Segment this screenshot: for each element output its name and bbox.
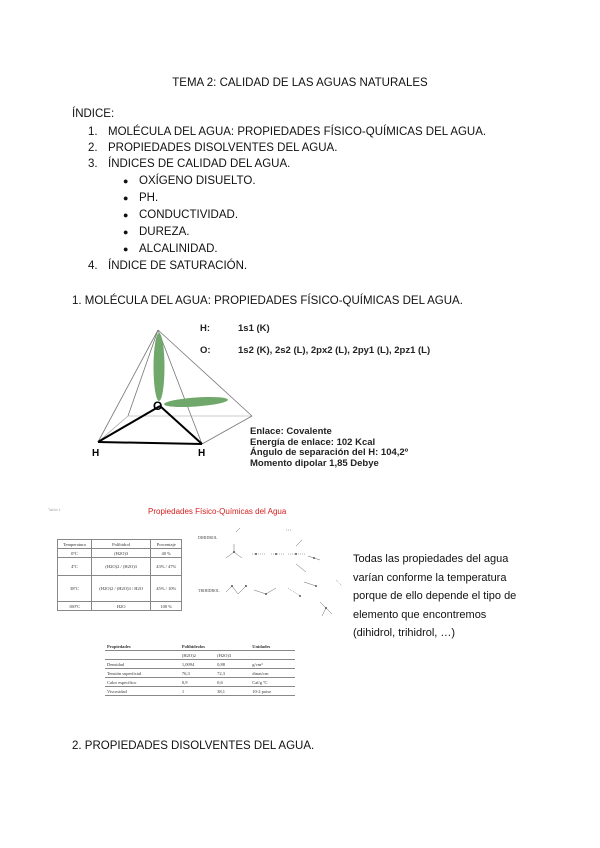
bullet-icon: ● xyxy=(123,226,129,237)
toc-subitem xyxy=(88,207,486,224)
toc-subitem xyxy=(88,173,486,190)
bond-type: Enlace: Covalente xyxy=(250,426,332,437)
table-cell xyxy=(105,651,180,660)
h-config-value: 1s1 (K) xyxy=(238,323,270,334)
table-cell: 45% / 10% xyxy=(151,576,182,602)
toc-item-number: 1. xyxy=(88,126,98,138)
toc-subitem-label: PH. xyxy=(139,191,159,204)
toc-subitem xyxy=(88,190,486,207)
table-header-cell: Unidades xyxy=(250,642,295,651)
toc-item-number: 2. xyxy=(88,142,98,155)
table-header-cell: Propiedades xyxy=(105,642,180,651)
table-cell: (H2O)2 / (H2O)3 / H2O xyxy=(91,576,151,602)
figure-title: Propiedades Físico-Químicas del Agua xyxy=(148,507,287,516)
table-subheader-row xyxy=(105,651,295,660)
table-cell: dinas/cm xyxy=(250,669,295,678)
table-cell: (H2O)2 xyxy=(180,651,215,660)
table-cell: 40 % xyxy=(151,549,182,558)
toc-item xyxy=(88,140,486,156)
table-cell: 38,1 xyxy=(215,687,250,696)
page-title: TEMA 2: CALIDAD DE LAS AGUAS NATURALES xyxy=(172,77,428,89)
toc-subitem xyxy=(88,241,486,258)
table-cell: H2O xyxy=(91,602,151,611)
temperature-description: Todas las propiedades del agua varían conforme la temperatura porque de ello depende el tipo de elemento que encontremos (dihidrol, trihidrol, …) xyxy=(353,553,517,639)
table-cell: Calor específico xyxy=(105,678,180,687)
table-cell: 0,9 xyxy=(180,678,215,687)
table-row xyxy=(105,687,295,696)
toc-subitem-label: DUREZA. xyxy=(139,225,190,238)
tetra-edge xyxy=(202,416,252,444)
table-cell: Viscosidad xyxy=(105,687,180,696)
h-config-label: H: xyxy=(200,323,211,334)
tetra-edge xyxy=(98,416,128,442)
table-cell: 100 % xyxy=(151,602,182,611)
trihidrol-label: TRIHIDROL xyxy=(198,588,220,593)
table-row xyxy=(105,669,295,678)
dihidrol-label: DIHIDROL xyxy=(198,535,218,540)
table-cell: (H2O)3 xyxy=(91,549,151,558)
molecule-properties xyxy=(250,427,408,469)
table-row xyxy=(105,660,295,669)
table-row xyxy=(58,549,182,558)
atom-h-label: H xyxy=(92,448,100,459)
table-of-contents xyxy=(88,124,486,274)
orbital-lobe xyxy=(164,395,228,408)
table-header-cell: Polihidrol xyxy=(91,540,151,549)
tetra-edge xyxy=(158,330,202,444)
table-cell: g/cm³ xyxy=(250,660,295,669)
table-header-cell: Porcentaje xyxy=(151,540,182,549)
bullet-icon: ● xyxy=(123,175,129,186)
toc-item-label: PROPIEDADES DISOLVENTES DEL AGUA. xyxy=(108,142,338,155)
table-row xyxy=(58,558,182,576)
atom-o-label: O xyxy=(153,399,163,413)
section-1-title: 1. MOLÉCULA DEL AGUA: PROPIEDADES FÍSICO-QUÍMICAS DEL AGUA. xyxy=(72,295,463,307)
table-cell: Cal/g ºC xyxy=(250,678,295,687)
table-cell: (H2O)2 / (H2O)3 xyxy=(91,558,151,576)
toc-subitem-label: ALCALINIDAD. xyxy=(139,242,218,255)
toc-item-label: ÍNDICES DE CALIDAD DEL AGUA. xyxy=(108,158,291,171)
bond-angle: Ángulo de separación del H: 104,2º xyxy=(250,447,409,458)
table-header-row xyxy=(58,540,182,549)
table-cell: Densidad xyxy=(105,660,180,669)
toc-item-label: ÍNDICE DE SATURACIÓN. xyxy=(108,259,248,272)
index-heading: ÍNDICE: xyxy=(72,108,115,120)
toc-subitem-label: CONDUCTIVIDAD. xyxy=(139,208,239,221)
toc-item-label: MOLÉCULA DEL AGUA: PROPIEDADES FÍSICO-QUÍMICAS DEL AGUA. xyxy=(108,126,487,138)
orbital-lobe xyxy=(154,333,165,401)
toc-item-number: 4. xyxy=(88,259,98,272)
table-row xyxy=(105,678,295,687)
toc-item-number: 3. xyxy=(88,158,98,171)
toc-item xyxy=(88,258,486,274)
table-cell: Tensión superficial xyxy=(105,669,180,678)
bond-line xyxy=(98,442,202,444)
atom-h-label: H xyxy=(198,448,206,459)
table-cell: 1 xyxy=(180,687,215,696)
polyhydrol-properties-table xyxy=(105,642,295,696)
toc-subitem xyxy=(88,224,486,241)
o-config-label: O: xyxy=(200,345,211,356)
table-row xyxy=(58,602,182,611)
table-cell: 43% / 47% xyxy=(151,558,182,576)
atom-dots xyxy=(231,551,327,609)
table-cell: 10-2 poise xyxy=(250,687,295,696)
polyhydrol-structure-diagram xyxy=(196,526,356,618)
table-cell: 0,6 xyxy=(215,678,250,687)
toc-item xyxy=(88,124,486,140)
section-2-title: 2. PROPIEDADES DISOLVENTES DEL AGUA. xyxy=(72,740,315,752)
table-cell: 1,0094 xyxy=(180,660,215,669)
dipole-moment: Momento dipolar 1,85 Debye xyxy=(250,457,379,469)
o-config-value: 1s2 (K), 2s2 (L), 2px2 (L), 2py1 (L), 2pz1 (L) xyxy=(238,345,431,356)
toc-subitem-label: OXÍGENO DISUELTO. xyxy=(139,174,256,187)
table-header-cell: Polihidrolos xyxy=(180,642,250,651)
table-cell: 100ºC xyxy=(58,602,92,611)
table-cell: 76,3 xyxy=(180,669,215,678)
bullet-icon: ● xyxy=(123,243,129,254)
table-cell: 4ºC xyxy=(58,558,92,576)
table-header-cell: Temperatura xyxy=(58,540,92,549)
table-row xyxy=(58,576,182,602)
water-molecule-diagram xyxy=(80,320,260,470)
table-cell: 72,3 xyxy=(215,669,250,678)
toc-item xyxy=(88,156,486,172)
bond-line xyxy=(160,406,202,444)
polyhydrol-temperature-table xyxy=(57,539,182,611)
table-cell: (H2O)3 xyxy=(215,651,250,660)
bullet-icon: ● xyxy=(123,192,129,203)
table-cell: 38ºC xyxy=(58,576,92,602)
bond-energy: Energía de enlace: 102 Kcal xyxy=(250,436,376,448)
molecule-sketch xyxy=(226,528,342,616)
bullet-icon: ● xyxy=(123,209,129,220)
table-cell: 0,88 xyxy=(215,660,250,669)
figure-faint-caption: Tabla 1 xyxy=(48,507,61,512)
table-header-row xyxy=(105,642,295,651)
table-cell xyxy=(250,651,295,660)
table-cell: 0ºC xyxy=(58,549,92,558)
